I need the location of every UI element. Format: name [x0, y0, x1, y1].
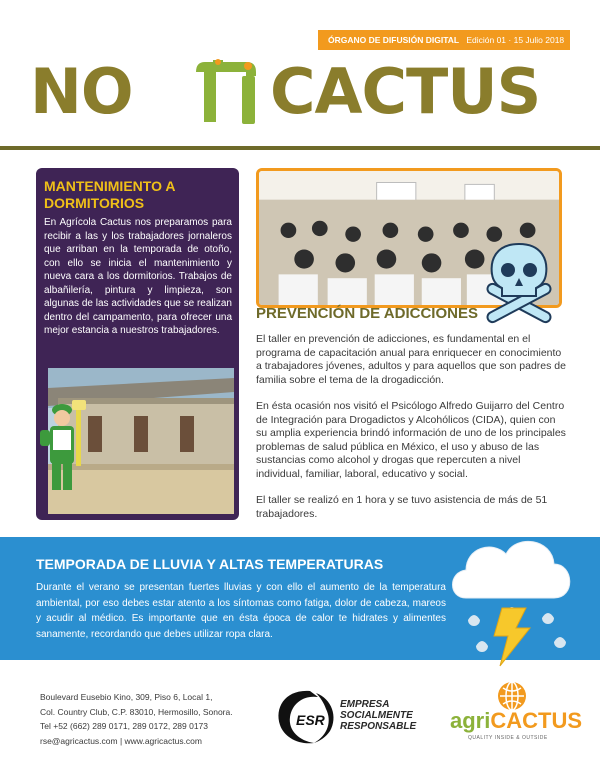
esr-line-1: EMPRESA	[340, 699, 390, 710]
rain-cloud-icon	[444, 528, 580, 668]
esr-line-3: RESPONSABLE	[340, 721, 417, 732]
brand-part-2: CACTUS	[490, 708, 583, 733]
lightning-icon	[494, 608, 530, 666]
weather-body: Durante el verano se presentan fuertes lluvias y con ello el aumento de la temperatura ambiental, por eso debes estar atento a los síntomas como fatiga, dolor de cabeza, mareos y acudir al médico. Es importante que en ésta época de calor te hidrates y alimentes sanamente, recordando que debes utilizar ropa clara.	[36, 582, 446, 640]
prevention-body	[256, 333, 568, 534]
brand-tagline: QUALITY INSIDE & OUTSIDE	[468, 735, 548, 741]
maintenance-box	[36, 168, 239, 520]
edition-label: ÓRGANO DE DIFUSIÓN DIGITAL	[328, 35, 459, 45]
footer-address	[40, 690, 233, 748]
prevention-paragraph-1: El taller en prevención de adicciones, es fundamental en el programa de capacitación anual para enriquecer en conocimiento a trabajadores jóvenes, adultos y para aquellos que son padres de familia sobre el tema de la drogadicción.	[256, 333, 566, 386]
maintenance-title: MANTENIMIENTO A DORMITORIOS	[44, 178, 175, 211]
prevention-paragraph-2: En ésta ocasión nos visitó el Psicólogo Alfredo Guijarro del Centro de Integración para Drogadictos y Alcohólicos (CIDA), quien con su amplia experiencia brindó información de uno de los principales problemas de salud pública en México, el uso y abuso de las sustancias como alcohol y drogas que repercuten a nivel individual, familiar, laboral, educativo y social.	[256, 400, 566, 480]
address-line-2: Col. Country Club, C.P. 83010, Hermosillo, Sonora.	[40, 706, 233, 717]
contact-line: rse@agricactus.com | www.agricactus.com	[40, 735, 202, 746]
masthead-text-left: NO	[30, 55, 133, 128]
agricactus-logo	[450, 680, 583, 750]
esr-logo	[270, 685, 342, 749]
masthead-rule	[0, 146, 600, 150]
address-line-1: Boulevard Eusebio Kino, 309, Piso 6, Local 1,	[40, 692, 213, 702]
edition-date: Edición 01 · 15 Julio 2018	[466, 35, 565, 45]
painter-illustration	[36, 396, 96, 496]
masthead	[30, 55, 575, 128]
esr-text	[340, 699, 416, 732]
brand-part-1: agri	[450, 708, 491, 733]
phone-line: Tel +52 (662) 289 0171, 289 0172, 289 0173	[40, 721, 209, 731]
prevention-title: PREVENCIÓN DE ADICCIONES	[256, 305, 478, 322]
esr-line-2: SOCIALMENTE	[340, 710, 413, 721]
skull-crossbones-icon	[478, 238, 560, 328]
agricactus-wordmark	[450, 708, 582, 734]
weather-title: TEMPORADA DE LLUVIA Y ALTAS TEMPERATURAS	[36, 556, 384, 572]
maintenance-body: En Agrícola Cactus nos preparamos para recibir a las y los trabajadores jornaleros que arriban en la temporada de otoño, con ello se inicia el mantenimiento y nueva cara a los dormitorios. Trabajos de albañilería, pintura y limpieza, son algunas de las actividades que se realizan dentro del campamento, para ofrecer una mejor estancia a nuestros trabajadores.	[44, 217, 232, 336]
esr-mark: ESR	[296, 712, 325, 728]
masthead-text-right: CACTUS	[270, 55, 541, 128]
edition-bar	[318, 30, 570, 50]
cactus-icon	[190, 58, 268, 126]
prevention-paragraph-3: El taller se realizó en 1 hora y se tuvo asistencia de más de 51 trabajadores.	[256, 494, 548, 520]
